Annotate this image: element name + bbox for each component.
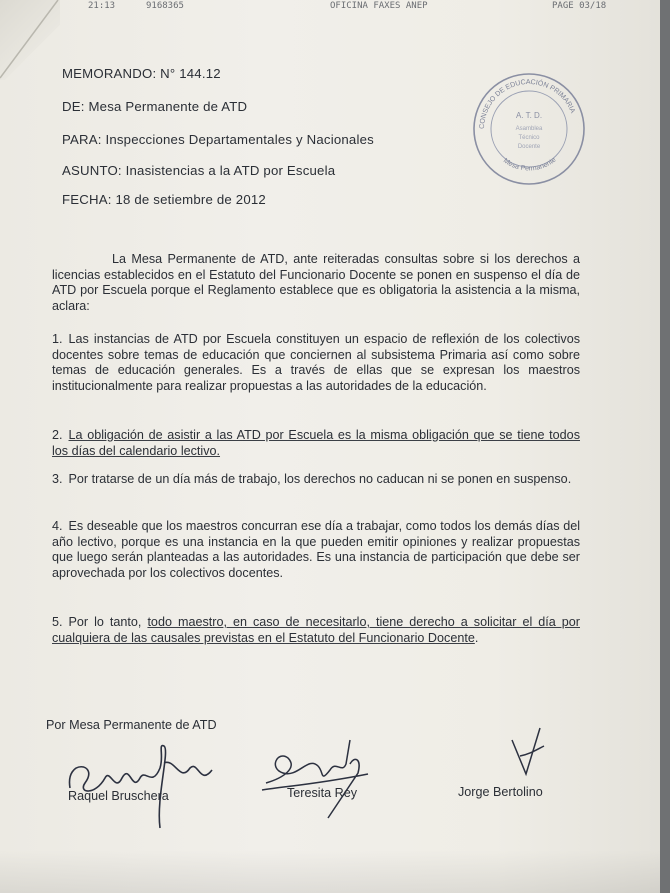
official-stamp bbox=[470, 70, 588, 188]
point-2 bbox=[52, 428, 580, 459]
stamp-line-2: Técnico bbox=[518, 135, 540, 141]
memo-to bbox=[62, 132, 374, 147]
point-5-underlined: todo maestro, en caso de necesitarlo, tiene derecho a solicitar el día por cualquiera de las causales previstas en el Estatuto del Funcionario Docente bbox=[52, 615, 580, 645]
memo-number: MEMORANDO: N° 144.12 bbox=[62, 66, 221, 81]
point-5-number: 5. bbox=[52, 615, 63, 629]
from-label: DE: bbox=[62, 99, 85, 114]
to-label: PARA: bbox=[62, 132, 102, 147]
point-1-number: 1. bbox=[52, 332, 63, 346]
date-label: FECHA: bbox=[62, 192, 112, 207]
signature-3-name: Jorge Bertolino bbox=[458, 785, 543, 799]
point-4 bbox=[52, 519, 580, 581]
point-1 bbox=[52, 332, 580, 394]
memo-date bbox=[62, 192, 266, 207]
date-value: 18 de setiembre de 2012 bbox=[115, 192, 266, 207]
signature-2-name: Teresita Rey bbox=[287, 786, 357, 800]
stamp-ring-text: CONSEJO DE EDUCACIÓN PRIMARIA bbox=[478, 78, 576, 130]
point-4-text: Es deseable que los maestros concurran ese día a trabajar, como todos los demás días del año lectivo, porque es una instancia en la que pueden emitir opiniones y realizar propuestas que luego serán planteadas a las autoridades. Es una instancia de participación que debe ser aprovechada por los colectivos docentes. bbox=[52, 519, 580, 580]
point-5-pre: Por lo tanto, bbox=[68, 615, 148, 629]
background-edge bbox=[660, 0, 670, 893]
fax-page: PAGE 03/18 bbox=[552, 1, 607, 11]
point-5 bbox=[52, 615, 580, 646]
signature-3-drawing bbox=[500, 722, 560, 782]
from-value: Mesa Permanente de ATD bbox=[88, 99, 248, 114]
stamp-center: A. T. D. bbox=[515, 111, 543, 120]
fax-header bbox=[0, 0, 660, 14]
fax-office: OFICINA FAXES ANEP bbox=[330, 1, 428, 11]
signature-2-drawing bbox=[258, 728, 388, 828]
stamp-line-1: Asamblea bbox=[515, 126, 543, 132]
point-2-text: La obligación de asistir a las ATD por Escuela es la misma obligación que se tiene todos los días del calendario lectivo. bbox=[52, 428, 580, 458]
intro-paragraph: La Mesa Permanente de ATD, ante reiteradas consultas sobre si los derechos a licencias establecidos en el Estatuto del Funcionario Docente se ponen en suspenso el día de ATD por Escuela porque el Reglamento establece que es obligatoria la asistencia a la misma, aclara: bbox=[52, 252, 580, 313]
fax-time: 21:13 bbox=[88, 1, 116, 11]
stamp-bottom-text: Mesa Permanente bbox=[501, 156, 558, 173]
point-4-number: 4. bbox=[52, 519, 63, 533]
memo-subject bbox=[62, 163, 335, 178]
point-5-post: . bbox=[474, 630, 479, 645]
fax-number: 9168365 bbox=[146, 1, 184, 11]
to-value: Inspecciones Departamentales y Nacionales bbox=[105, 132, 374, 147]
subject-label: ASUNTO: bbox=[62, 163, 122, 178]
point-2-number: 2. bbox=[52, 428, 63, 442]
point-1-text: Las instancias de ATD por Escuela constituyen un espacio de reflexión de los colectivos docentes sobre temas de educación que conciernen al subsistema Primaria así como sobre temas de educación generales. Es a través de ellas que se expresan los maestros institucionalmente para realizar propuestas a las autoridades de la educación. bbox=[52, 332, 580, 393]
subject-value: Inasistencias a la ATD por Escuela bbox=[125, 163, 336, 178]
point-3-text: Por tratarse de un día más de trabajo, los derechos no caducan ni se ponen en suspenso. bbox=[68, 472, 572, 486]
stamp-line-3: Docente bbox=[517, 144, 541, 150]
signature-1-name: Raquel Bruschera bbox=[68, 789, 169, 803]
signed-by-line: Por Mesa Permanente de ATD bbox=[46, 718, 217, 732]
point-3-number: 3. bbox=[52, 472, 63, 486]
signature-1-drawing bbox=[60, 738, 230, 838]
svg-text:Mesa Permanente bbox=[502, 156, 558, 172]
memo-from bbox=[62, 99, 247, 114]
point-3 bbox=[52, 472, 580, 488]
